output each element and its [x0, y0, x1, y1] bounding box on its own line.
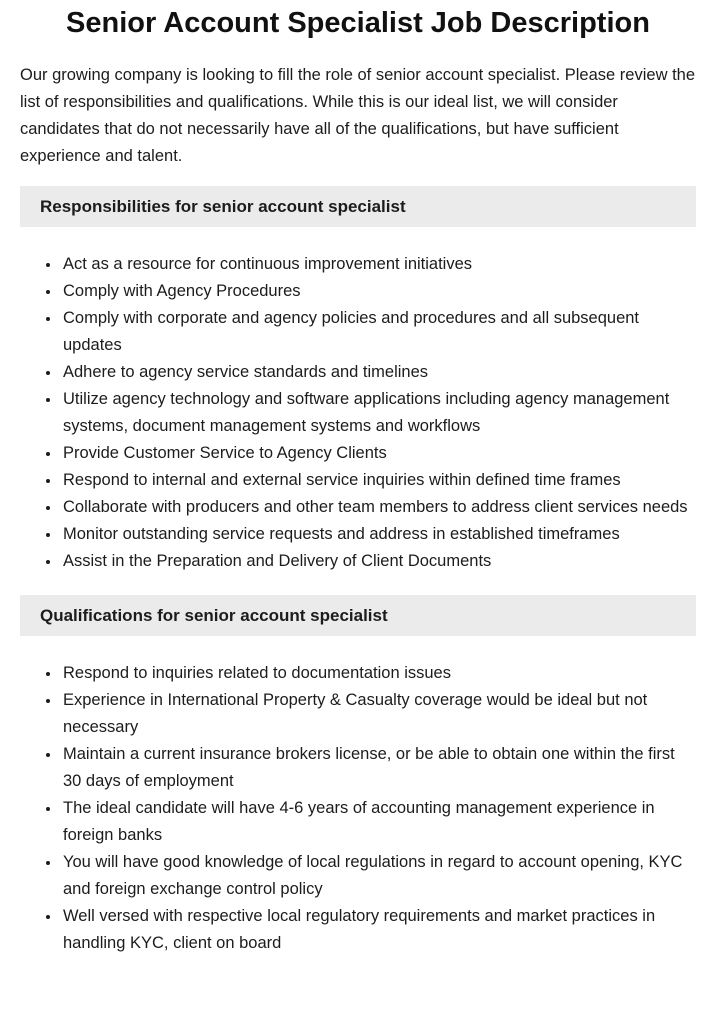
section-heading-bar: [20, 186, 696, 227]
list-item: • The ideal candidate will have 4-6 years of accounting management experience in foreign banks: [61, 795, 696, 849]
list-item: • Utilize agency technology and software applications including agency management systems, document management systems and workflows: [61, 386, 696, 440]
job-section: [20, 595, 696, 957]
sections-container: [20, 186, 696, 957]
intro-paragraph: Our growing company is looking to fill the role of senior account specialist. Please review the list of responsibilities and qualifications. While this is our ideal list, we will consider candidates that do not necessarily have all of the qualifications, but have sufficient experience and talent.: [20, 66, 696, 165]
list-item: • Well versed with respective local regulatory requirements and market practices in handling KYC, client on board: [61, 903, 696, 957]
list-item: • Act as a resource for continuous improvement initiatives: [61, 251, 696, 278]
list-item: • Assist in the Preparation and Delivery of Client Documents: [61, 548, 696, 575]
list-item: • You will have good knowledge of local regulations in regard to account opening, KYC and foreign exchange control policy: [61, 849, 696, 903]
list-item: • Comply with corporate and agency policies and procedures and all subsequent updates: [61, 305, 696, 359]
list-item: • Monitor outstanding service requests and address in established timeframes: [61, 521, 696, 548]
job-description-document: [0, 6, 720, 1007]
list-item: • Respond to internal and external service inquiries within defined time frames: [61, 467, 696, 494]
bullet-list: [20, 251, 696, 575]
job-section: [20, 186, 696, 575]
list-item: • Adhere to agency service standards and timelines: [61, 359, 696, 386]
list-item: • Respond to inquiries related to documentation issues: [61, 660, 696, 687]
bullet-list: [20, 660, 696, 957]
list-item: • Maintain a current insurance brokers license, or be able to obtain one within the first 30 days of employment: [61, 741, 696, 795]
list-item: • Provide Customer Service to Agency Clients: [61, 440, 696, 467]
list-item: • Experience in International Property & Casualty coverage would be ideal but not necessary: [61, 687, 696, 741]
section-heading: Responsibilities for senior account specialist: [40, 197, 406, 216]
list-item: • Collaborate with producers and other team members to address client services needs: [61, 494, 696, 521]
section-heading: Qualifications for senior account specialist: [40, 606, 388, 625]
list-item: • Comply with Agency Procedures: [61, 278, 696, 305]
section-heading-bar: [20, 595, 696, 636]
page-title: Senior Account Specialist Job Description: [66, 7, 650, 39]
